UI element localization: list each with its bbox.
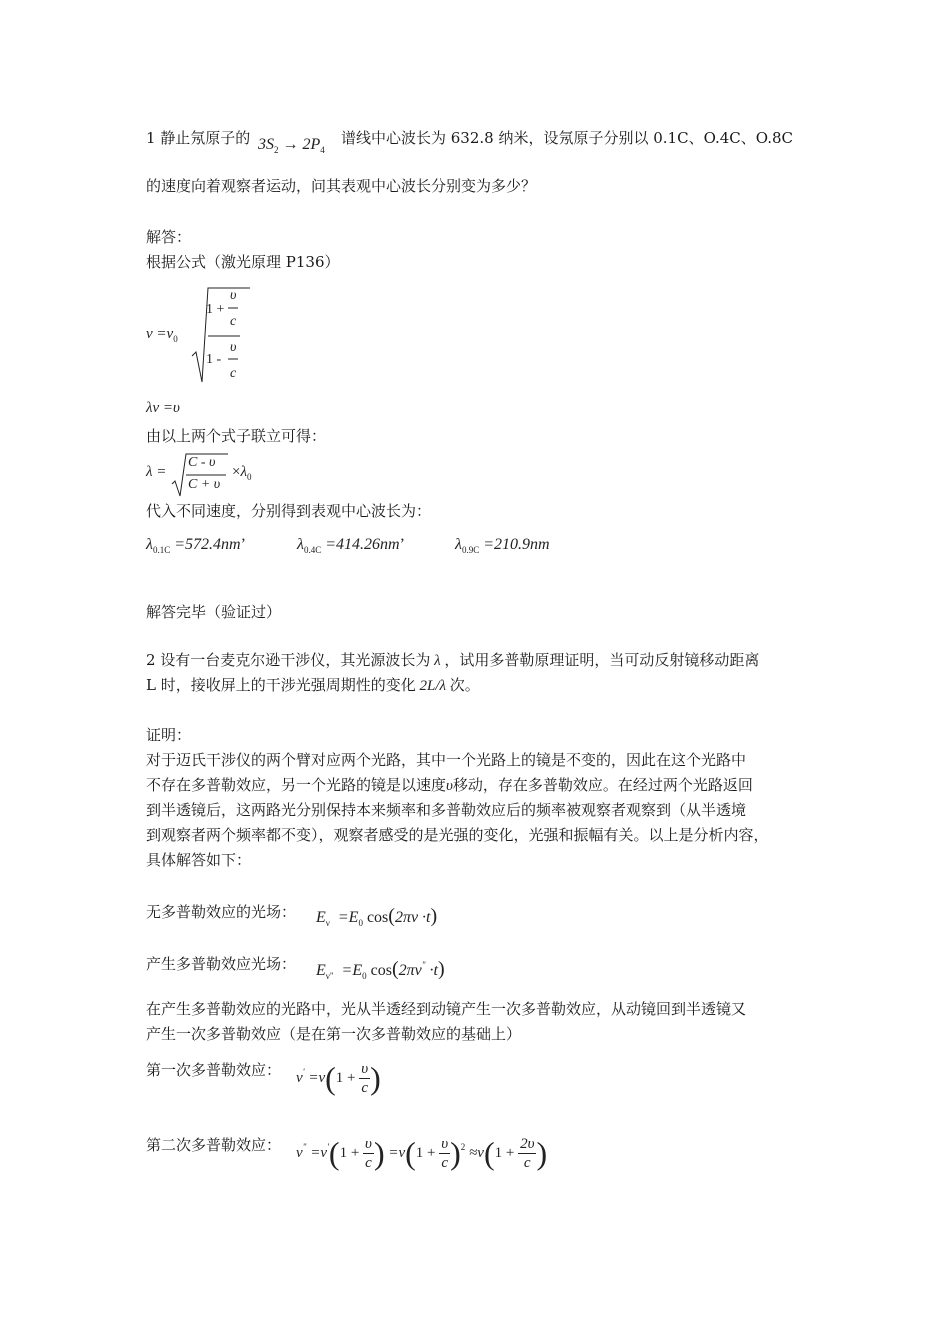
result-1: $\lambda_{0.1C} =572.4nm$’ <box>146 536 246 555</box>
proof-p4: 到观察者两个频率都不变），观察者感受的是光强的变化，光强和振幅有关。以上是分析内容， <box>146 826 769 844</box>
second-doppler-label: 第二次多普勒效应： <box>146 1136 282 1154</box>
proof-p3: 到半透镜后，这两路光分别保持本来频率和多普勒效应后的频率被观察者观察到（从半透境 <box>146 801 747 819</box>
second-doppler-formula: ν" =ν'(1 + $\frac{\upsilon}{c}$ ) =ν(1 + $\frac{\upsilon}{c}$ )$^2$ ≈ν(1 + $\frac{2\upsilon}{c}$ ) <box>296 1135 548 1171</box>
proof-p7: 产生一次多普勒效应（是在第一次多普勒效应的基础上） <box>146 1025 522 1043</box>
substitute-text: 代入不同速度，分别得到表观中心波长为： <box>146 502 432 520</box>
q1-line1-a: 1 静止氖原子的 <box>146 129 251 147</box>
lambda-formula: λ = C - υ C + υ $\times\lambda_0$ <box>146 452 276 498</box>
no-doppler-label: 无多普勒效应的光场： <box>146 903 297 921</box>
field-doppler-formula: $E_{\nu"} =E_0$ cos(2πν" ·t) <box>316 958 445 981</box>
doppler-formula: $\nu =\nu_0$ 1 + υ c 1 - υ c <box>146 286 256 386</box>
proof-p5: 具体解答如下： <box>146 851 252 869</box>
first-doppler-formula: ν' =ν(1 + $\frac{\upsilon}{c}$ ) <box>296 1060 381 1096</box>
lambda-nu-formula: λν =υ <box>146 400 180 416</box>
with-doppler-label: 产生多普勒效应光场： <box>146 955 297 973</box>
sqrt-sign <box>190 286 250 386</box>
proof-p1: 对于迈氏干涉仪的两个臂对应两个光路，其中一个光路上的镜是不变的，因此在这个光路中 <box>146 751 747 769</box>
result-3: $\lambda_{0.9C} =210.9nm$ <box>455 536 550 555</box>
transition-formula: $3S_2 \to 2P_4$ <box>258 136 325 155</box>
q2-line1: 2 设有一台麦克尔逊干涉仪，其光源波长为 λ ，试用多普勒原理证明，当可动反射镜移动距离 <box>146 651 760 669</box>
result-2: $\lambda_{0.4C} =414.26nm$’ <box>297 536 405 555</box>
solution-done: 解答完毕（验证过） <box>146 603 282 621</box>
formula-basis: 根据公式（激光原理 P136） <box>146 253 340 271</box>
q2-line2: L 时，接收屏上的干涉光强周期性的变化 2L/λ 次。 <box>146 676 480 694</box>
field-no-doppler-formula: $E_\nu =E_0$ cos(2πν ·t) <box>316 905 438 928</box>
solution-heading: 解答： <box>146 228 192 246</box>
proof-p2: 不存在多普勒效应，另一个光路的镜是以速度υ移动，存在多普勒效应。在经过两个光路返回 <box>146 776 753 794</box>
proof-p6: 在产生多普勒效应的光路中，光从半透经到动镜产生一次多普勒效应，从动镜回到半透镜又 <box>146 1000 747 1018</box>
q1-line1-b: 谱线中心波长为 632.8 纳米，设氖原子分别以 0.1C、O.4C、O.8C <box>341 129 793 147</box>
proof-heading: 证明： <box>146 726 192 744</box>
combine-text: 由以上两个式子联立可得： <box>146 427 327 445</box>
first-doppler-label: 第一次多普勒效应： <box>146 1061 282 1079</box>
q1-line2: 的速度向着观察者运动，问其表观中心波长分别变为多少？ <box>146 177 537 195</box>
